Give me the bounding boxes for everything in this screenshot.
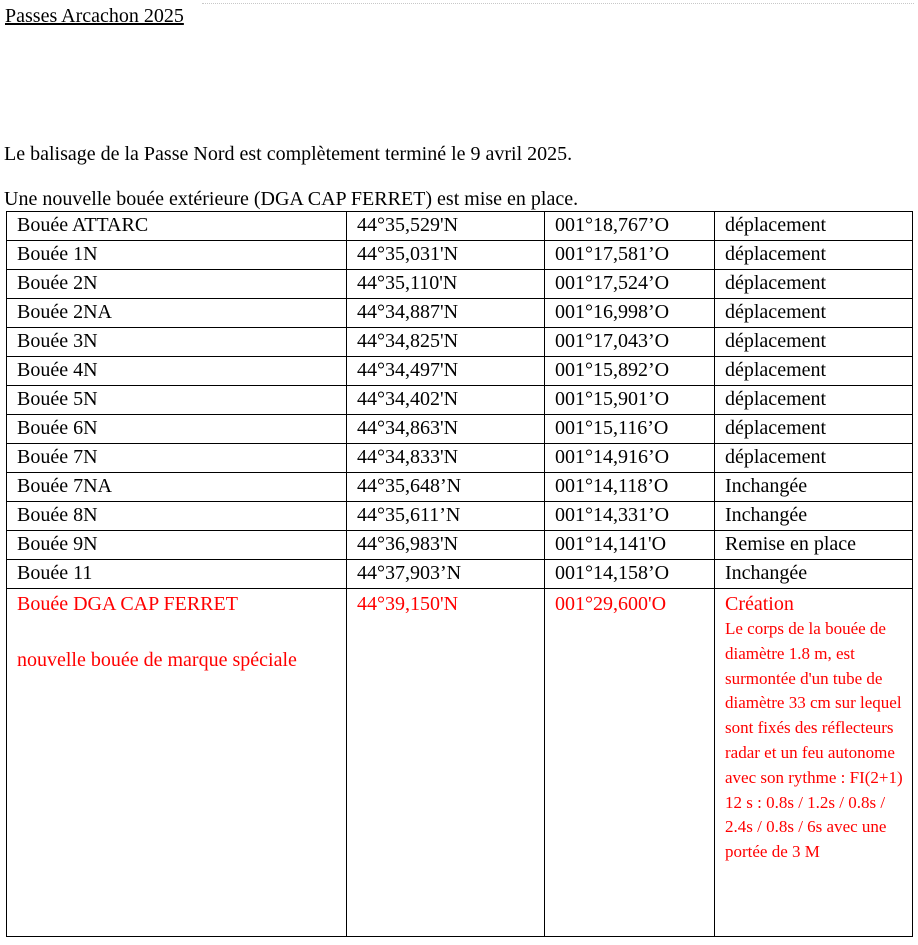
special-buoy-status-cell (715, 589, 913, 937)
buoy-latitude: 44°35,110'N (347, 270, 545, 299)
table-row (7, 444, 913, 473)
buoy-latitude: 44°34,402'N (347, 386, 545, 415)
page-title: Passes Arcachon 2025 (5, 5, 184, 27)
buoy-name: Bouée 11 (7, 560, 347, 589)
buoy-longitude: 001°14,141'O (545, 531, 715, 560)
buoy-name: Bouée 4N (7, 357, 347, 386)
buoy-longitude: 001°17,581’O (545, 241, 715, 270)
buoy-status: déplacement (715, 270, 913, 299)
buoy-name: Bouée 9N (7, 531, 347, 560)
buoy-status: Remise en place (715, 531, 913, 560)
intro-paragraph-2: Une nouvelle bouée extérieure (DGA CAP FERRET) est mise en place. (4, 188, 579, 210)
table-row (7, 212, 913, 241)
table-row (7, 270, 913, 299)
special-buoy-name-cell (7, 589, 347, 937)
table-row (7, 560, 913, 589)
buoy-name: Bouée 7NA (7, 473, 347, 502)
buoy-name: Bouée ATTARC (7, 212, 347, 241)
buoy-status: déplacement (715, 357, 913, 386)
buoy-latitude: 44°37,903’N (347, 560, 545, 589)
buoy-latitude: 44°34,497'N (347, 357, 545, 386)
buoy-status: Inchangée (715, 502, 913, 531)
buoy-name: Bouée 2N (7, 270, 347, 299)
buoy-name: Bouée 3N (7, 328, 347, 357)
table-row (7, 357, 913, 386)
table-row (7, 415, 913, 444)
buoy-status: Inchangée (715, 473, 913, 502)
header-rule (202, 3, 914, 4)
table-row (7, 531, 913, 560)
special-buoy-description: Le corps de la bouée de diamètre 1.8 m, est surmontée d'un tube de diamètre 33 cm sur lequel sont fixés des réflecteurs radar et un feu autonome avec son rythme : FI(2+1) 12 s : 0.8s / 1.2s / 0.8s / 2.4s / 0.8s / 6s avec une portée de 3 M (725, 619, 903, 862)
buoy-latitude: 44°35,648’N (347, 473, 545, 502)
buoy-longitude: 001°16,998’O (545, 299, 715, 328)
buoy-latitude: 44°35,529'N (347, 212, 545, 241)
buoy-longitude: 001°17,524’O (545, 270, 715, 299)
buoy-longitude: 001°14,118’O (545, 473, 715, 502)
buoy-status: Inchangée (715, 560, 913, 589)
buoy-name: Bouée 2NA (7, 299, 347, 328)
buoy-name: Bouée 6N (7, 415, 347, 444)
buoy-longitude: 001°15,901’O (545, 386, 715, 415)
table-row (7, 299, 913, 328)
buoy-longitude: 001°15,116’O (545, 415, 715, 444)
buoy-latitude: 44°34,887'N (347, 299, 545, 328)
buoy-longitude: 001°14,916’O (545, 444, 715, 473)
special-buoy-longitude: 001°29,600'O (545, 589, 715, 937)
special-buoy-name: Bouée DGA CAP FERRET (17, 593, 238, 615)
buoy-latitude: 44°35,031'N (347, 241, 545, 270)
buoy-longitude: 001°17,043’O (545, 328, 715, 357)
table-row (7, 473, 913, 502)
table-row (7, 241, 913, 270)
buoy-name: Bouée 7N (7, 444, 347, 473)
intro-paragraph-1: Le balisage de la Passe Nord est complètement terminé le 9 avril 2025. (4, 143, 573, 165)
special-buoy-status: Création (725, 593, 794, 615)
buoy-longitude: 001°14,331’O (545, 502, 715, 531)
buoy-latitude: 44°34,825'N (347, 328, 545, 357)
buoy-status: déplacement (715, 444, 913, 473)
buoy-status: déplacement (715, 299, 913, 328)
buoy-latitude: 44°34,863'N (347, 415, 545, 444)
buoy-name: Bouée 5N (7, 386, 347, 415)
buoy-name: Bouée 8N (7, 502, 347, 531)
buoy-name: Bouée 1N (7, 241, 347, 270)
table-row (7, 386, 913, 415)
buoy-longitude: 001°18,767’O (545, 212, 715, 241)
buoy-latitude: 44°36,983'N (347, 531, 545, 560)
buoy-status: déplacement (715, 386, 913, 415)
buoy-latitude: 44°35,611’N (347, 502, 545, 531)
buoy-table (6, 211, 913, 937)
buoy-status: déplacement (715, 241, 913, 270)
table-row (7, 502, 913, 531)
buoy-longitude: 001°15,892’O (545, 357, 715, 386)
special-buoy-subtitle: nouvelle bouée de marque spéciale (17, 649, 297, 671)
buoy-latitude: 44°34,833'N (347, 444, 545, 473)
special-buoy-latitude: 44°39,150'N (347, 589, 545, 937)
buoy-status: déplacement (715, 212, 913, 241)
table-row (7, 328, 913, 357)
buoy-status: déplacement (715, 328, 913, 357)
special-buoy-row (7, 589, 913, 937)
buoy-longitude: 001°14,158’O (545, 560, 715, 589)
buoy-status: déplacement (715, 415, 913, 444)
